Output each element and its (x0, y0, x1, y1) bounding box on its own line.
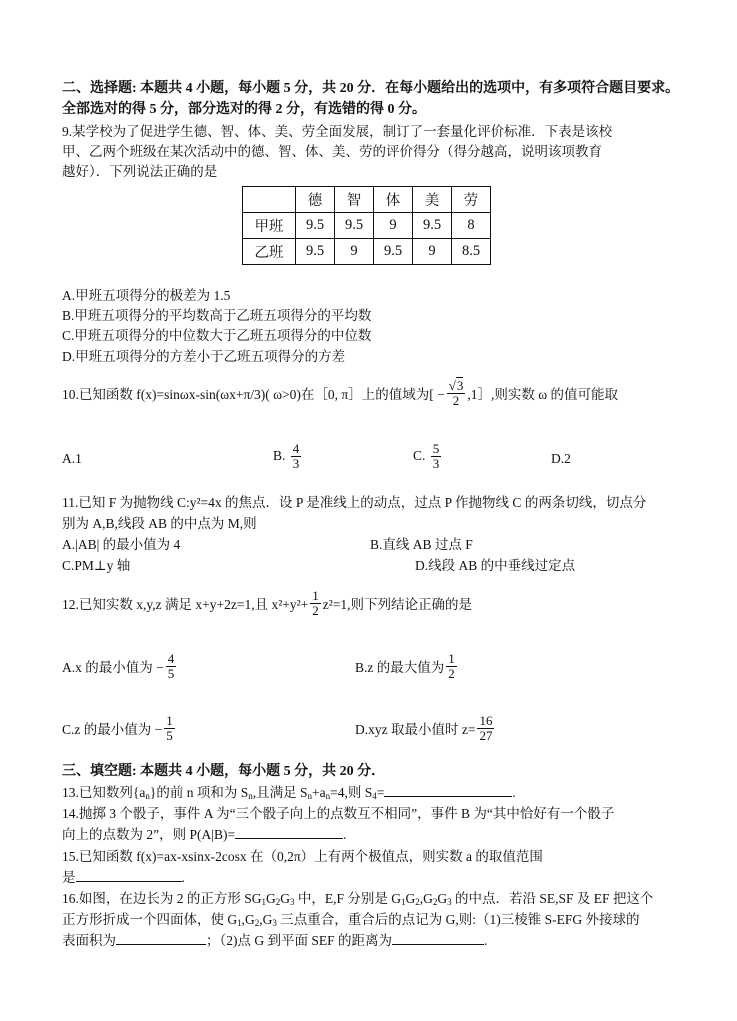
q9-option-a: A.甲班五项得分的极差为 1.5 (62, 288, 231, 303)
q14-answer-blank[interactable] (235, 826, 343, 839)
q13-subscript: n (248, 791, 253, 801)
fraction-numerator: 1 (166, 712, 173, 728)
q16-part: ,G (419, 891, 433, 906)
q10-fraction (447, 379, 466, 407)
table-cell: 9.5 (374, 239, 413, 265)
q16-part: G (437, 891, 448, 906)
q12-option-c-text: C.z 的最小值为 − (62, 722, 163, 737)
table-row (243, 213, 491, 239)
q12-option-d (355, 708, 496, 748)
q12-option-c (62, 708, 177, 748)
subscript: 2 (432, 897, 438, 907)
q10-option-b (273, 436, 303, 476)
q13-subscript: 4 (372, 791, 377, 801)
q16-part: . (484, 933, 488, 948)
q10-stem-end: ,1］,则实数 ω 的值可能取 (467, 387, 618, 402)
table-cell: 9.5 (335, 213, 374, 239)
q16-part: 表面积为 (62, 933, 116, 948)
q11-stem-line2: 别为 A,B,线段 AB 的中点为 M,则 (62, 516, 257, 531)
fraction-numerator: 16 (479, 712, 493, 728)
q9-stem-line1: 9.某学校为了促进学生德、智、体、美、劳全面发展，制订了一套量化评价标准．下表是该校 (62, 124, 613, 139)
q12-stem-start: 12.已知实数 x,y,z 满足 x+y+2z=1,且 x²+y²+ (62, 597, 309, 612)
q16-stem-line2 (62, 908, 640, 928)
q16-part: 中，E,F 分别是 G (294, 891, 402, 906)
fraction-denominator: 5 (167, 665, 175, 681)
q12-option-a (62, 646, 178, 686)
fraction-denominator: 5 (166, 727, 173, 743)
subscript: 1 (261, 897, 267, 907)
q13-part: 13.已知数列{a (62, 785, 146, 800)
q13-subscript: n (307, 791, 312, 801)
q10-fraction-numerator: √3 (448, 377, 464, 393)
table-header-cell: 智 (335, 187, 374, 213)
table-cell: 9.5 (413, 213, 452, 239)
q16-stem-line3 (62, 929, 487, 949)
table-cell: 8.5 (452, 239, 491, 265)
table-row-label: 甲班 (243, 213, 296, 239)
q13-subscript: n (325, 791, 331, 801)
table-header-cell: 体 (374, 187, 413, 213)
fraction-numerator: 5 (432, 440, 440, 456)
fraction-numerator: 1 (312, 587, 319, 603)
q9-option-c: C.甲班五项得分的中位数大于乙班五项得分的中位数 (62, 328, 372, 343)
table-cell: 9 (335, 239, 374, 265)
fraction-numerator: 4 (292, 440, 300, 456)
q11-stem-line1: 11.已知 F 为抛物线 C:y²=4x 的焦点．设 P 是准线上的动点，过点 P 作抛物线 C 的两条切线，切点分 (62, 495, 647, 510)
q12-stem (62, 583, 472, 623)
q9-option-b: B.甲班五项得分的平均数高于乙班五项得分的平均数 (62, 308, 372, 323)
q13-answer-blank[interactable] (384, 784, 512, 797)
table-cell: 9 (413, 239, 452, 265)
fraction-denominator: 2 (448, 665, 455, 681)
q10-option-a: A.1 (62, 451, 82, 466)
q11-option-b: B.直线 AB 过点 F (370, 537, 473, 552)
q13-part: =4,则 S (330, 785, 373, 800)
q12-option-b-text: B.z 的最大值为 (355, 660, 445, 675)
fraction-denominator: 2 (312, 602, 319, 618)
q12-fraction (310, 589, 321, 617)
table-cell: 8 (452, 213, 491, 239)
fraction-numerator: 1 (448, 650, 455, 666)
q12-stem-end: z²=1,则下列结论正确的是 (322, 597, 473, 612)
q10-fraction-denominator: 2 (452, 392, 460, 408)
fraction-numerator: 4 (167, 650, 175, 666)
q16-part: ,G (259, 912, 273, 927)
subscript: 3 (290, 897, 295, 907)
q16-answer-blank-2[interactable] (392, 932, 484, 945)
table-cell (243, 187, 296, 213)
q11-option-a: A.|AB| 的最小值为 4 (62, 537, 181, 552)
q14-stem-line1: 14.抛掷 3 个骰子，事件 A 为“三个骰子向上的点数互不相同”，事件 B 为“其中恰好有一个骰子 (62, 806, 615, 821)
q10-stem-start: 10.已知函数 f(x)=sinωx-sin(ωx+π/3)( ω>0)在［0, π］上的值域为[ − (62, 387, 445, 402)
table-row-label: 乙班 (243, 239, 296, 265)
subscript: 3 (447, 897, 452, 907)
q11-option-d: D.线段 AB 的中垂线过定点 (415, 558, 576, 573)
q12-option-d-text: D.xyz 取最小值时 z= (355, 722, 476, 737)
table-cell: 9.5 (296, 239, 335, 265)
q16-part: 16.如图，在边长为 2 的正方形 SG (62, 891, 262, 906)
q15-stem-line2: 是 . (62, 870, 185, 885)
q10-option-b-label: B. (273, 448, 286, 463)
q16-part: 正方形折成一个四面体，使 G (62, 912, 238, 927)
q10-option-d: D.2 (551, 451, 571, 466)
q9-stem-line2: 甲、乙两个班级在某次活动中的德、智、体、美、劳的评价得分（得分越高，说明该项教育 (62, 144, 602, 159)
subscript: 2 (275, 897, 281, 907)
q15-stem-line1: 15.已知函数 f(x)=ax-xsinx-2cosx 在（0,2π）上有两个极值点，则实数 a 的取值范围 (62, 849, 543, 864)
subscript: 3 (272, 918, 277, 928)
q12-option-d-fraction (477, 714, 494, 742)
q16-part: ,G (241, 912, 255, 927)
q13-part: ,且满足 S (252, 785, 308, 800)
q16-part: G (405, 891, 416, 906)
q12-option-c-fraction (164, 714, 175, 742)
q14-stem-line2: 向上的点数为 2”，则 P(A|B)= . (62, 827, 347, 842)
q10-option-c-fraction (431, 442, 442, 470)
table-cell: 9.5 (296, 213, 335, 239)
fraction-denominator: 3 (292, 455, 300, 471)
q16-part: G (280, 891, 291, 906)
table-header-cell: 德 (296, 187, 335, 213)
table-cell: 9 (374, 213, 413, 239)
q10-option-c (413, 436, 443, 476)
table-header-cell: 美 (413, 187, 452, 213)
fraction-denominator: 27 (479, 727, 493, 743)
q13-stem: 13.已知数列$\{a_n\}$的前 n 项和为 $S_n$,且满足 $S_n+a_n=4$,则 $S_4=$ . (62, 785, 516, 801)
table-header-cell: 劳 (452, 187, 491, 213)
q15-answer-blank[interactable] (76, 869, 182, 882)
q16-part: ；（2)点 G 到平面 SEF 的距离为 (206, 933, 393, 948)
q14-stem-text: 向上的点数为 2”，则 P(A|B)= (62, 827, 236, 842)
q15-stem-text: 是 (62, 870, 76, 885)
q13-part: +a (312, 785, 326, 800)
q13-part: = (376, 785, 385, 800)
q13-subscript: n (145, 791, 150, 801)
section-2-heading-line1: 二、选择题: 本题共 4 小题，每小题 5 分，共 20 分．在每小题给出的选项中，有多项符合题目要求。 (62, 81, 680, 96)
q10-sqrt-radicand: 3 (456, 377, 464, 393)
subscript: 2 (254, 918, 260, 928)
q16-part: 的中点．若沿 SE,SF 及 EF 把这个 (451, 891, 654, 906)
fraction-denominator: 3 (432, 455, 440, 471)
table-header-row (243, 187, 491, 213)
q9-option-d: D.甲班五项得分的方差小于乙班五项得分的方差 (62, 349, 346, 364)
section-3-heading: 三、填空题: 本题共 4 小题，每小题 5 分，共 20 分． (62, 764, 386, 779)
q12-option-a-fraction (166, 652, 177, 680)
q10-stem (62, 372, 618, 414)
subscript: 1 (237, 918, 242, 928)
q12-option-b (355, 646, 459, 686)
q12-option-a-text: A.x 的最小值为 − (62, 660, 164, 675)
table-row (243, 239, 491, 265)
q12-option-b-fraction (446, 652, 457, 680)
q16-part: G (266, 891, 276, 906)
q9-stem-line3: 越好）．下列说法正确的是 (62, 164, 218, 179)
subscript: 1 (401, 897, 406, 907)
q16-answer-blank-1[interactable] (116, 932, 206, 945)
subscript: 2 (415, 897, 420, 907)
q10-option-b-fraction (291, 442, 302, 470)
q16-stem-line1 (62, 887, 653, 907)
q13-part: }的前 n 项和为 S (149, 785, 249, 800)
q10-option-c-label: C. (413, 448, 426, 463)
q16-part: 三点重合，重合后的点记为 G,则:（1)三棱锥 S-EFG 外接球的 (276, 912, 640, 927)
q11-option-c: C.PM⊥y 轴 (62, 558, 131, 573)
q9-score-table (242, 186, 491, 265)
section-2-heading-line2: 全部选对的得 5 分，部分选对的得 2 分，有选错的得 0 分。 (62, 102, 426, 117)
